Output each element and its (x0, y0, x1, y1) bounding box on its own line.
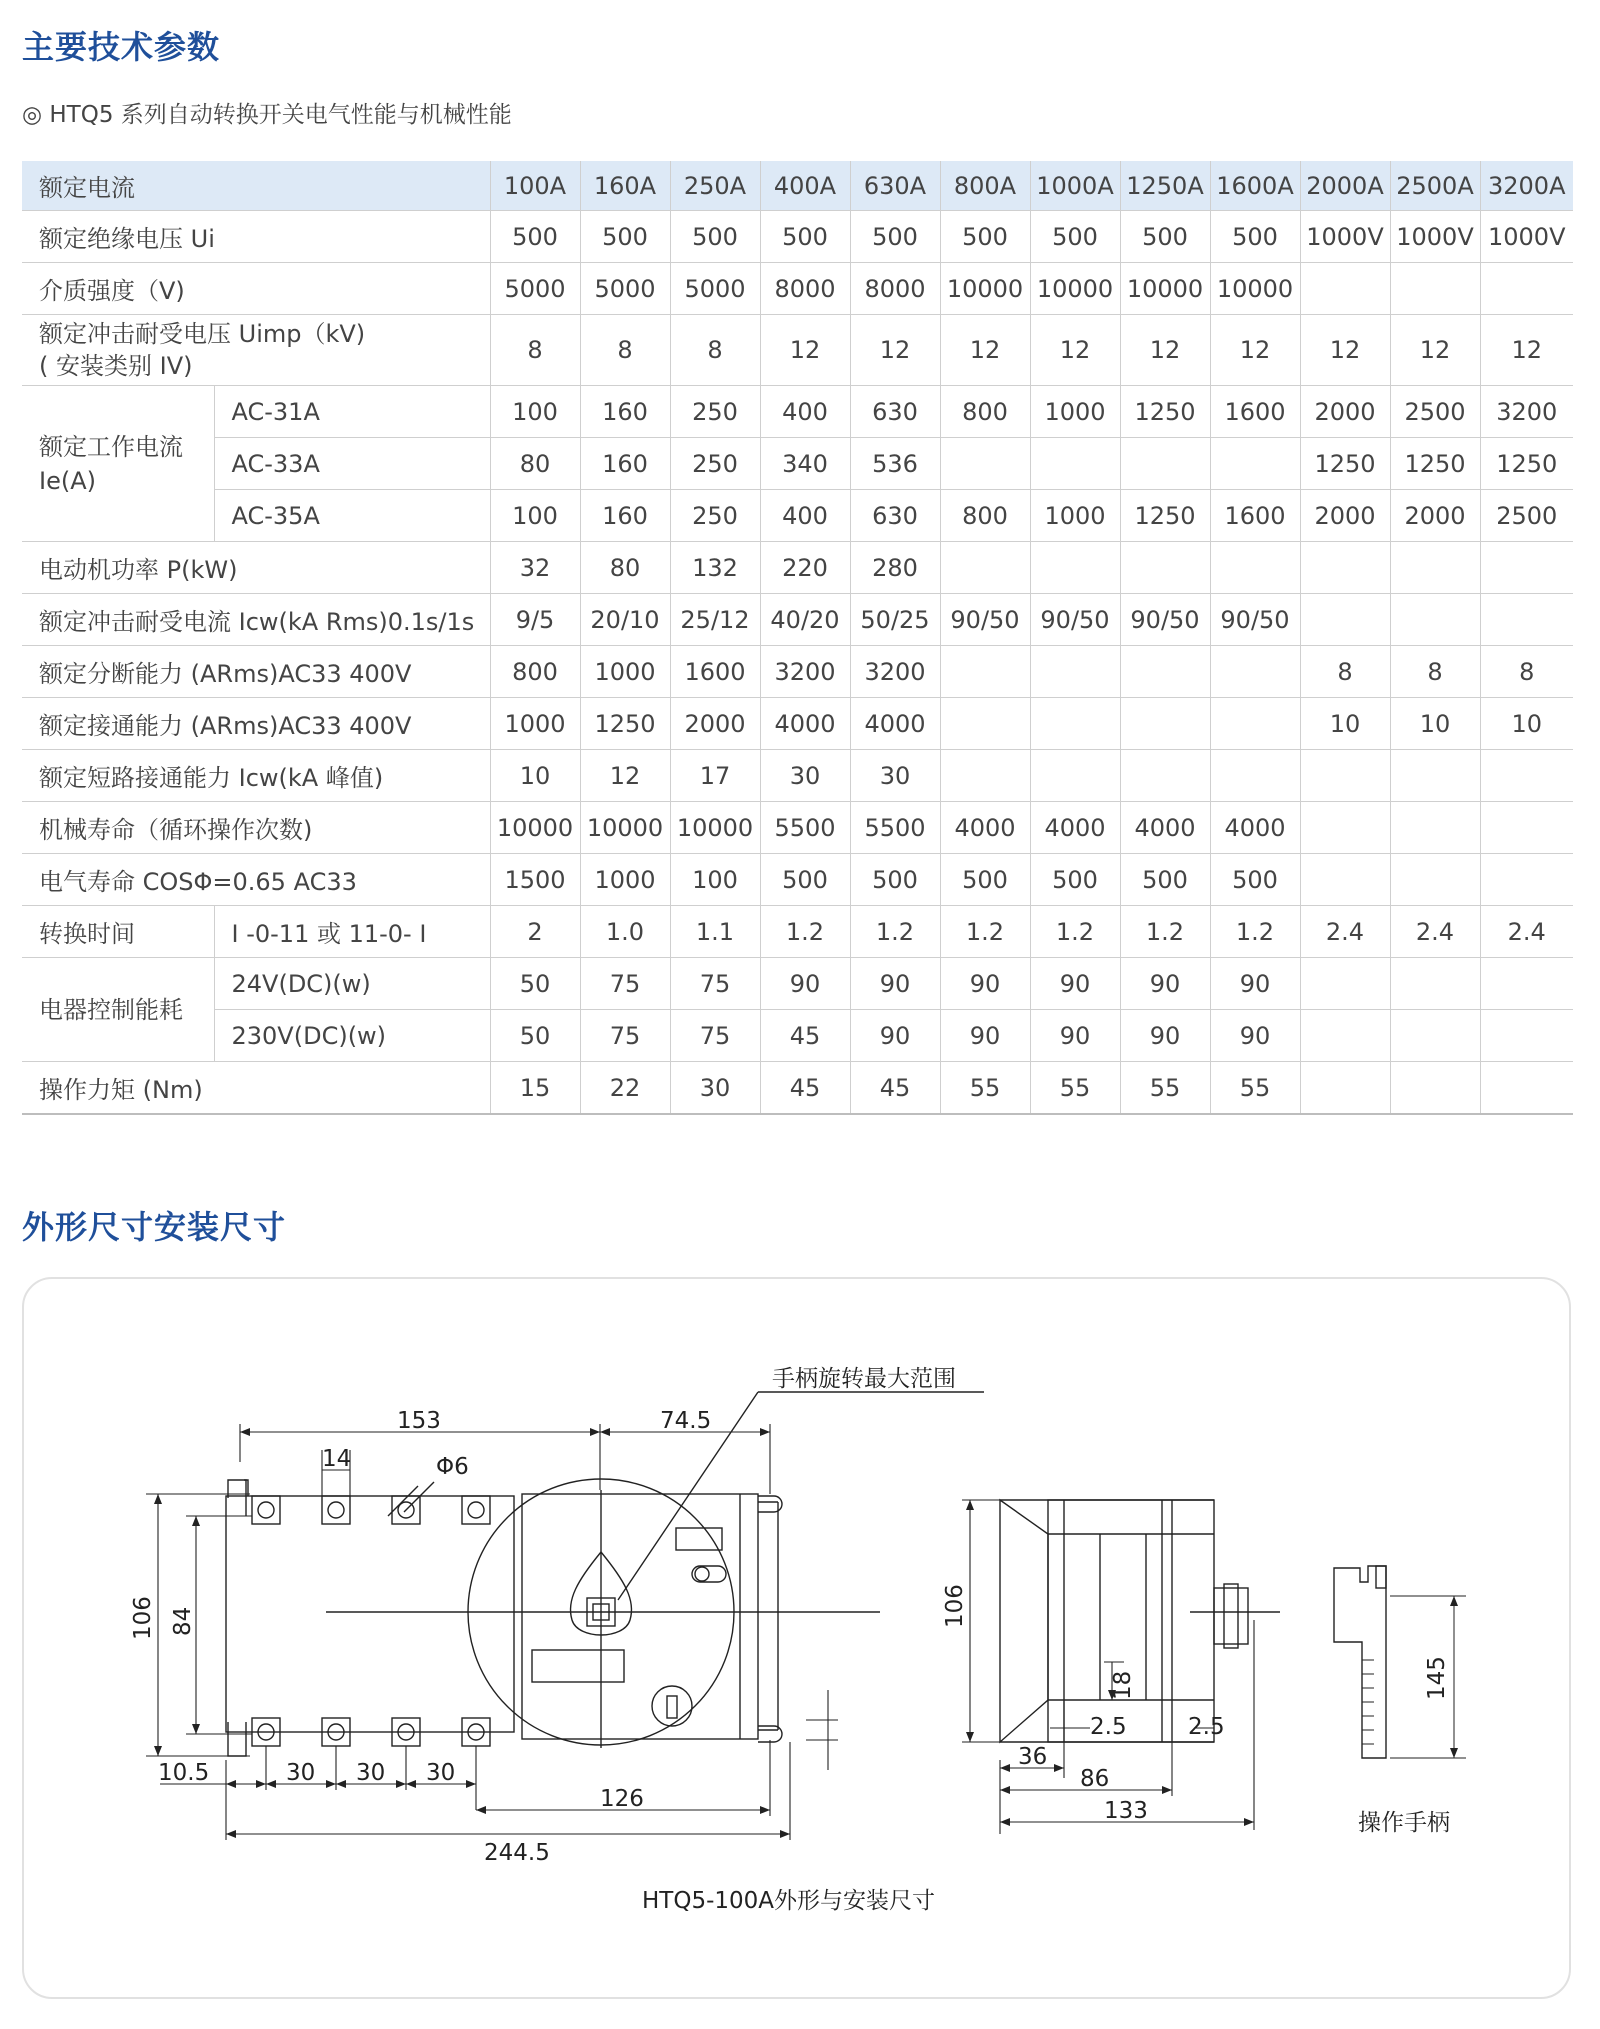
dim-74-5: 74.5 (660, 1408, 712, 1434)
column-header: 1250A (1120, 161, 1210, 211)
table-cell: 90 (940, 958, 1030, 1010)
column-header: 100A (490, 161, 580, 211)
table-cell: 100 (490, 386, 580, 438)
table-cell: 220 (760, 542, 850, 594)
dim-14: 14 (322, 1446, 352, 1472)
table-cell: 630 (850, 490, 940, 542)
table-cell: 1250 (1390, 438, 1480, 490)
table-cell: 800 (940, 386, 1030, 438)
front-body (226, 1496, 514, 1732)
column-header: 1000A (1030, 161, 1120, 211)
table-cell: 10000 (1210, 263, 1300, 315)
table-cell: 80 (580, 542, 670, 594)
side-view (942, 1500, 1280, 1834)
front-arrows (154, 1428, 790, 1838)
table-cell: 55 (940, 1062, 1030, 1115)
table-cell: 1250 (1120, 490, 1210, 542)
table-cell: 132 (670, 542, 760, 594)
table-cell: 2500 (1480, 490, 1573, 542)
row-label: 额定冲击耐受电流 Icw(kA Rms)0.1s/1s (22, 594, 490, 646)
table-cell: 2.4 (1390, 906, 1480, 958)
table-cell: 2000 (1390, 490, 1480, 542)
row-sublabel: AC-31A (214, 386, 490, 438)
table-cell: 30 (670, 1062, 760, 1115)
table-cell: 800 (490, 646, 580, 698)
table-cell: 45 (850, 1062, 940, 1115)
table-cell: 500 (1120, 211, 1210, 263)
table-cell: 500 (760, 211, 850, 263)
table-cell: 17 (670, 750, 760, 802)
table-cell: 340 (760, 438, 850, 490)
row-label: 机械寿命（循环操作次数) (22, 802, 490, 854)
table-cell: 500 (580, 211, 670, 263)
table-cell: 50/25 (850, 594, 940, 646)
table-cell: 400 (760, 490, 850, 542)
table-cell: 90 (1210, 958, 1300, 1010)
table-cell: 40/20 (760, 594, 850, 646)
table-cell: 8000 (760, 263, 850, 315)
table-cell: 1000V (1390, 211, 1480, 263)
table-cell: 22 (580, 1062, 670, 1115)
table-cell: 10000 (490, 802, 580, 854)
table-cell: 1600 (1210, 490, 1300, 542)
table-cell: 500 (850, 211, 940, 263)
table-cell: 90 (940, 1010, 1030, 1062)
table-cell: 2000 (670, 698, 760, 750)
table-cell: 2.4 (1480, 906, 1573, 958)
table-cell: 12 (850, 315, 940, 386)
side-dim-86: 86 (1080, 1766, 1110, 1792)
dim-106: 106 (130, 1596, 156, 1640)
table-cell: 100 (490, 490, 580, 542)
table-cell: 3200 (850, 646, 940, 698)
table-cell: 75 (580, 1010, 670, 1062)
table-cell: 500 (1030, 211, 1120, 263)
dim-153: 153 (397, 1408, 441, 1434)
row-sublabel: 230V(DC)(w) (214, 1010, 490, 1062)
column-header: 1600A (1210, 161, 1300, 211)
table-cell: 500 (760, 854, 850, 906)
row-label-line1: 额定冲击耐受电压 Uimp（kV) (39, 320, 366, 348)
row-label: 额定接通能力 (ARms)AC33 400V (22, 698, 490, 750)
drawing-caption: HTQ5-100A外形与安装尺寸 (642, 1888, 936, 1914)
column-header: 250A (670, 161, 760, 211)
row-label: 额定分断能力 (ARms)AC33 400V (22, 646, 490, 698)
table-cell: 2500 (1390, 386, 1480, 438)
table-cell: 1.2 (940, 906, 1030, 958)
table-cell: 80 (490, 438, 580, 490)
table-cell: 5500 (760, 802, 850, 854)
table-cell: 1250 (1120, 386, 1210, 438)
table-cell: 1500 (490, 854, 580, 906)
table-cell: 1000 (1030, 490, 1120, 542)
table-cell: 90 (850, 1010, 940, 1062)
table-cell: 250 (670, 438, 760, 490)
table-cell: 1.2 (1120, 906, 1210, 958)
table-cell: 90/50 (1210, 594, 1300, 646)
table-cell: 1.2 (1030, 906, 1120, 958)
table-cell: 10000 (1120, 263, 1210, 315)
table-cell: 12 (580, 750, 670, 802)
table-cell: 10 (1480, 698, 1573, 750)
table-cell: 500 (1030, 854, 1120, 906)
column-header: 800A (940, 161, 1030, 211)
group-label-line1: 额定工作电流 (39, 432, 183, 461)
table-cell: 10 (1390, 698, 1480, 750)
row-label: 转换时间 (22, 906, 214, 958)
table-cell: 8 (1300, 646, 1390, 698)
table-cell: 10000 (940, 263, 1030, 315)
table-cell: 500 (490, 211, 580, 263)
table-cell: 90 (1030, 958, 1120, 1010)
row-sublabel: AC-35A (214, 490, 490, 542)
table-cell: 1000V (1480, 211, 1573, 263)
table-cell: 4000 (1120, 802, 1210, 854)
row-label: 额定短路接通能力 Icw(kA 峰值) (22, 750, 490, 802)
table-cell: 400 (760, 386, 850, 438)
table-cell: 8 (490, 315, 580, 386)
table-cell: 12 (760, 315, 850, 386)
table-cell: 1000 (490, 698, 580, 750)
table-cell: 4000 (760, 698, 850, 750)
table-cell: 10 (490, 750, 580, 802)
row-sublabel: AC-33A (214, 438, 490, 490)
table-cell: 4000 (850, 698, 940, 750)
dim-244-5: 244.5 (484, 1840, 550, 1866)
header-label: 额定电流 (22, 161, 490, 211)
table-cell: 2000 (1300, 490, 1390, 542)
section-title-dimensions: 外形尺寸安装尺寸 (22, 1208, 287, 1246)
row-label: 额定绝缘电压 Ui (22, 211, 490, 263)
table-cell: 1.2 (850, 906, 940, 958)
table-cell: 90 (1120, 958, 1210, 1010)
table-subtitle: ◎ HTQ5 系列自动转换开关电气性能与机械性能 (22, 102, 512, 128)
table-cell: 4000 (940, 802, 1030, 854)
table-cell: 1000 (580, 646, 670, 698)
side-dim-2-5-b: 2.5 (1188, 1714, 1225, 1740)
table-cell: 90 (850, 958, 940, 1010)
handle-dim-145: 145 (1424, 1656, 1450, 1700)
row-label: 电动机功率 P(kW) (22, 542, 490, 594)
table-cell: 8 (670, 315, 760, 386)
table-cell: 500 (1210, 854, 1300, 906)
dim-30-b: 30 (356, 1760, 386, 1786)
table-cell: 3200 (1480, 386, 1573, 438)
table-cell: 25/12 (670, 594, 760, 646)
table-cell: 500 (850, 854, 940, 906)
table-cell: 45 (760, 1062, 850, 1115)
table-cell: 8000 (850, 263, 940, 315)
table-cell: 1.2 (760, 906, 850, 958)
table-cell: 1.2 (1210, 906, 1300, 958)
table-cell: 55 (1210, 1062, 1300, 1115)
table-cell: 50 (490, 1010, 580, 1062)
table-cell: 500 (670, 211, 760, 263)
table-cell: 280 (850, 542, 940, 594)
table-cell: 100 (670, 854, 760, 906)
row-label: 操作力矩 (Nm) (22, 1062, 490, 1115)
table-cell: 2.4 (1300, 906, 1390, 958)
table-cell: 12 (1480, 315, 1573, 386)
table-cell: 10 (1300, 698, 1390, 750)
table-cell: 1000 (580, 854, 670, 906)
front-view (130, 1366, 984, 1866)
table-cell: 500 (940, 854, 1030, 906)
table-cell: 800 (940, 490, 1030, 542)
table-cell: 20/10 (580, 594, 670, 646)
table-cell: 12 (1300, 315, 1390, 386)
side-dim-36: 36 (1018, 1744, 1048, 1770)
table-cell: 160 (580, 490, 670, 542)
side-dim-2-5-a: 2.5 (1090, 1714, 1127, 1740)
table-cell: 45 (760, 1010, 850, 1062)
table-cell: 1600 (670, 646, 760, 698)
table-cell: 12 (1390, 315, 1480, 386)
table-cell: 32 (490, 542, 580, 594)
table-cell: 8 (580, 315, 670, 386)
table-cell: 5500 (850, 802, 940, 854)
table-cell: 12 (1120, 315, 1210, 386)
table-cell: 250 (670, 386, 760, 438)
dim-phi6: Φ6 (436, 1454, 469, 1480)
operating-handle (1334, 1566, 1466, 1836)
column-header: 2000A (1300, 161, 1390, 211)
table-cell: 160 (580, 386, 670, 438)
table-cell: 5000 (490, 263, 580, 315)
table-cell: 1250 (1300, 438, 1390, 490)
table-cell: 4000 (1030, 802, 1120, 854)
dim-84: 84 (170, 1606, 196, 1636)
side-dim-106: 106 (942, 1584, 968, 1628)
row-label-line2: ( 安装类别 IV) (39, 352, 193, 380)
table-cell: 536 (850, 438, 940, 490)
handle-range-label: 手柄旋转最大范围 (772, 1366, 956, 1392)
table-cell: 4000 (1210, 802, 1300, 854)
table-cell: 500 (940, 211, 1030, 263)
table-cell: 55 (1120, 1062, 1210, 1115)
table-cell: 1250 (580, 698, 670, 750)
table-cell: 30 (850, 750, 940, 802)
column-header: 160A (580, 161, 670, 211)
dim-10-5: 10.5 (158, 1760, 210, 1786)
table-cell: 90 (1120, 1010, 1210, 1062)
table-cell: 90/50 (1030, 594, 1120, 646)
table-cell: 75 (580, 958, 670, 1010)
table-cell: 9/5 (490, 594, 580, 646)
table-cell: 630 (850, 386, 940, 438)
row-sublabel: I -0-11 或 11-0- I (214, 906, 490, 958)
table-cell: 10000 (580, 802, 670, 854)
table-cell: 500 (1120, 854, 1210, 906)
group-label-line2: Ie(A) (39, 466, 96, 495)
group-label: 电器控制能耗 (22, 958, 214, 1062)
table-cell: 30 (760, 750, 850, 802)
table-cell: 5000 (580, 263, 670, 315)
table-cell: 50 (490, 958, 580, 1010)
row-sublabel: 24V(DC)(w) (214, 958, 490, 1010)
table-cell: 3200 (760, 646, 850, 698)
table-cell: 1.1 (670, 906, 760, 958)
table-cell: 5000 (670, 263, 760, 315)
table-cell: 1600 (1210, 386, 1300, 438)
table-cell: 1.0 (580, 906, 670, 958)
table-cell: 12 (1210, 315, 1300, 386)
table-cell: 500 (1210, 211, 1300, 263)
table-cell: 10000 (1030, 263, 1120, 315)
table-cell: 75 (670, 1010, 760, 1062)
table-cell: 10000 (670, 802, 760, 854)
table-cell: 90 (1030, 1010, 1120, 1062)
handle-caption: 操作手柄 (1358, 1810, 1450, 1836)
table-cell: 90/50 (940, 594, 1030, 646)
side-dim-133: 133 (1104, 1798, 1148, 1824)
table-cell: 2 (490, 906, 580, 958)
side-dim-18: 18 (1110, 1670, 1136, 1700)
table-cell: 90/50 (1120, 594, 1210, 646)
table-cell: 1000V (1300, 211, 1390, 263)
table-cell: 250 (670, 490, 760, 542)
column-header: 400A (760, 161, 850, 211)
column-header: 2500A (1390, 161, 1480, 211)
table-cell: 12 (1030, 315, 1120, 386)
column-header: 630A (850, 161, 940, 211)
table-cell: 12 (940, 315, 1030, 386)
table-cell: 160 (580, 438, 670, 490)
table-cell: 90 (760, 958, 850, 1010)
table-cell: 55 (1030, 1062, 1120, 1115)
table-cell: 1000 (1030, 386, 1120, 438)
table-cell: 90 (1210, 1010, 1300, 1062)
table-cell: 2000 (1300, 386, 1390, 438)
dim-126: 126 (600, 1786, 644, 1812)
table-cell: 1250 (1480, 438, 1573, 490)
table-cell: 15 (490, 1062, 580, 1115)
row-label: 介质强度（V) (22, 263, 490, 315)
column-header: 3200A (1480, 161, 1573, 211)
row-label: 电气寿命 COSΦ=0.65 AC33 (22, 854, 490, 906)
dim-30-c: 30 (426, 1760, 456, 1786)
section-title-params: 主要技术参数 (22, 28, 221, 66)
table-cell: 75 (670, 958, 760, 1010)
dim-30-a: 30 (286, 1760, 316, 1786)
table-cell: 8 (1480, 646, 1573, 698)
table-cell: 8 (1390, 646, 1480, 698)
